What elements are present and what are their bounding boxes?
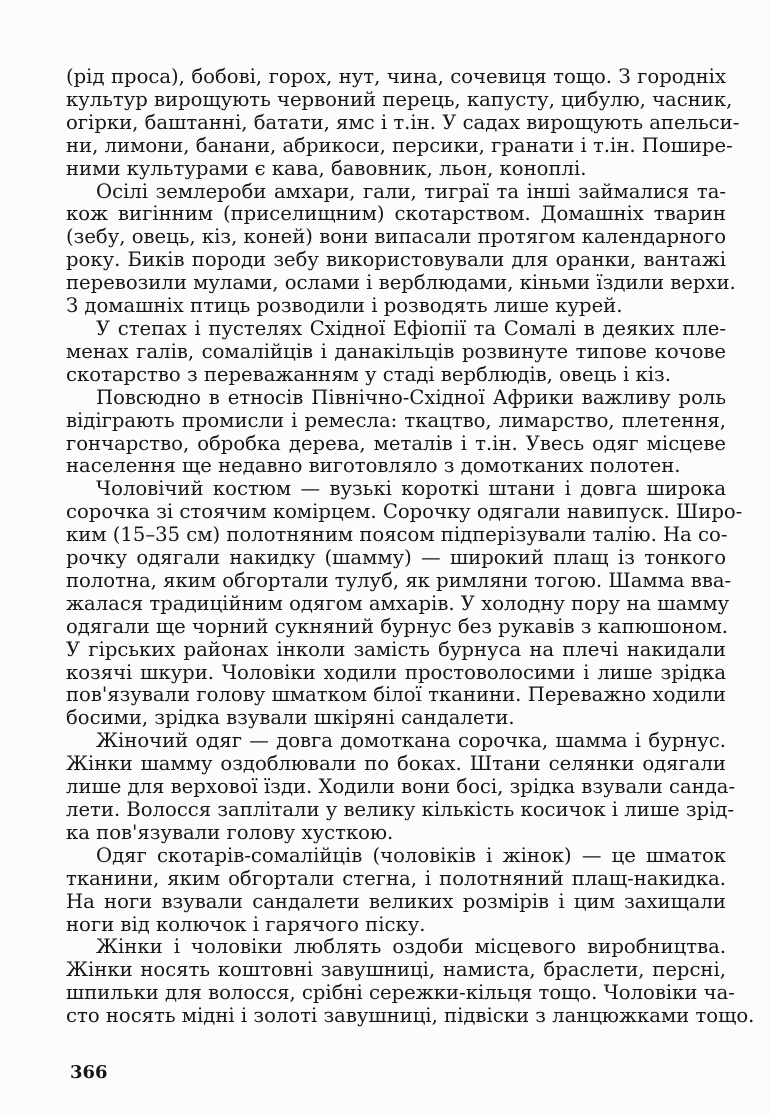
text-line: перевозили мулами, ослами і верблюдами, кіньми їздили верхи. bbox=[66, 271, 736, 295]
text-line: ка пов'язували голову хусткою. bbox=[66, 820, 394, 844]
text-line: рочку одягали накидку (шамму) — широкий плащ із тонкого bbox=[66, 546, 726, 570]
text-line: ни, лимони, банани, абрикоси, персики, гранати і т.ін. Пошире- bbox=[66, 133, 733, 157]
text-line: полотна, яким обгортали тулуб, як римляни тогою. Шамма вва- bbox=[66, 568, 732, 592]
text-line: Жінки і чоловіки люблять оздоби місцевого виробництва. bbox=[96, 935, 726, 959]
paragraph bbox=[66, 318, 726, 387]
text-line: відіграють промисли і ремесла: ткацтво, лимарство, плетення, bbox=[66, 408, 726, 432]
text-line: Повсюдно в етносів Північно-Східної Африки важливу роль bbox=[96, 385, 726, 409]
text-line: Жінки носять коштовні завушниці, намиста, браслети, персні, bbox=[66, 958, 726, 982]
text-line: пов'язували голову шматком білої тканини. Переважно ходили bbox=[66, 683, 726, 707]
text-line: гончарство, обробка дерева, металів і т.ін. Увесь одяг місцеве bbox=[66, 431, 726, 455]
text-line: одягали ще чорний сукняний бурнус без рукавів з капюшоном. bbox=[66, 614, 729, 638]
text-line: шпильки для волосся, срібні сережки-кільця тощо. Чоловіки ча- bbox=[66, 981, 735, 1005]
text-line: (зебу, овець, кіз, коней) вони випасали протягом календарного bbox=[66, 225, 726, 249]
text-line: жалася традиційним одягом амхарів. У холодну пору на шамму bbox=[66, 591, 730, 615]
text-line: ким (15–35 см) полотняним поясом підперізували талію. На со- bbox=[66, 523, 728, 547]
text-line: року. Биків породи зебу використовували для оранки, вантажі bbox=[66, 248, 726, 272]
text-line: Одяг скотарів-сомалійців (чоловіків і жінок) — це шматок bbox=[96, 843, 726, 867]
body-text bbox=[66, 65, 755, 1028]
paragraph bbox=[66, 179, 736, 318]
text-line: скотарство з переважанням у стаді верблюдів, овець і кіз. bbox=[66, 362, 671, 386]
text-line: лише для верхової їзди. Ходили вони босі, зрідка взували санда- bbox=[66, 775, 736, 799]
text-line: сорочка зі стоячим комірцем. Сорочку одягали навипуск. Широ- bbox=[66, 500, 743, 524]
text-line: Чоловічий костюм — вузькі короткі штани і довга широка bbox=[96, 477, 726, 501]
text-line: ноги від колючок і гарячого піску. bbox=[66, 912, 426, 936]
text-line: (рід проса), бобові, горох, нут, чина, сочевиця тощо. З городніх bbox=[66, 65, 726, 88]
text-line: З домашніх птиць розводили і розводять лише курей. bbox=[66, 294, 623, 318]
page-number: 366 bbox=[70, 1062, 108, 1083]
text-line: босими, зрідка взували шкіряні сандалети. bbox=[66, 706, 515, 730]
text-line: Жінки шамму оздоблювали по боках. Штани селянки одягали bbox=[66, 752, 726, 776]
text-line: огірки, баштанні, батати, ямс і т.ін. У садах вирощують апельси- bbox=[66, 110, 740, 134]
text-line: тканини, яким обгортали стегна, і полотняний плащ-накидка. bbox=[66, 866, 726, 890]
text-line: Жіночий одяг — довга домоткана сорочка, шамма і бурнус. bbox=[96, 729, 726, 753]
paragraph bbox=[66, 935, 755, 1028]
text-line: сто носять мідні і золоті завушниці, підвіски з ланцюжками тощо. bbox=[66, 1004, 755, 1028]
text-line: кож вигінним (приселищним) скотарством. Домашніх тварин bbox=[66, 202, 726, 226]
text-line: ними культурами є кава, бавовник, льон, коноплі. bbox=[66, 156, 587, 180]
paragraph bbox=[66, 845, 726, 937]
text-line: лети. Волосся заплітали у велику кількість косичок і лише зрід- bbox=[66, 798, 735, 821]
paragraph bbox=[66, 387, 726, 479]
text-line: На ноги взували сандалети великих розмірів і цим захищали bbox=[66, 889, 726, 913]
text-line: У степах і пустелях Східної Ефіопії та Сомалі в деяких пле- bbox=[96, 316, 726, 340]
text-line: Осілі землероби амхари, гали, тиграї та інші займалися та- bbox=[96, 179, 726, 203]
text-line: населення ще недавно виготовляло з домотканих полотен. bbox=[66, 454, 681, 478]
paragraph bbox=[66, 729, 736, 845]
paragraph bbox=[66, 65, 740, 181]
text-line: козячі шкури. Чоловіки ходили простоволосими і лише зрідка bbox=[66, 660, 726, 684]
text-line: культур вирощують червоний перець, капусту, цибулю, часник, bbox=[66, 87, 733, 111]
text-line: У гірських районах інколи замість бурнуса на плечі накидали bbox=[66, 637, 726, 661]
text-line: менах галів, сомалійців і данакільців розвинуте типове кочове bbox=[66, 339, 726, 363]
paragraph bbox=[66, 477, 743, 730]
